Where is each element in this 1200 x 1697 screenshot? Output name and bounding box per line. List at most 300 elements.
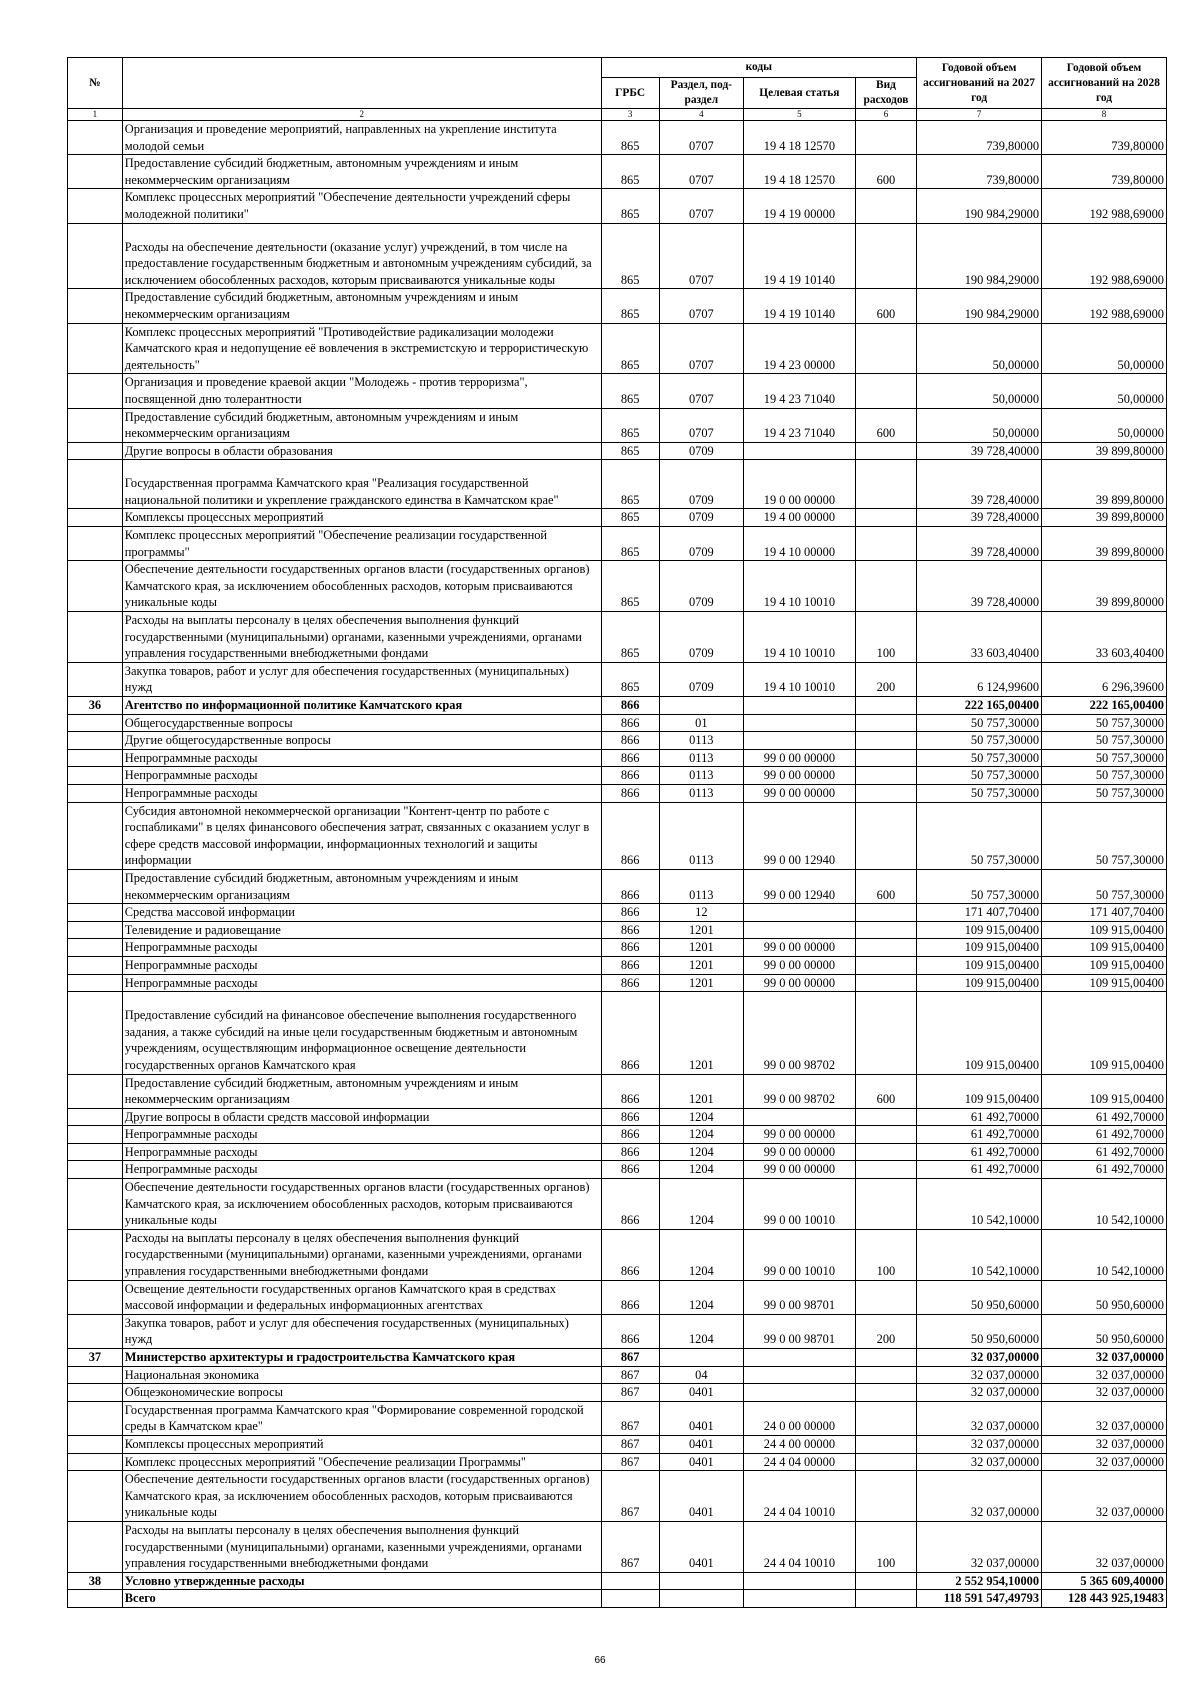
row-expense-type (855, 1143, 916, 1161)
row-grbs: 866 (601, 992, 659, 1074)
row-target: 19 4 19 10140 (744, 289, 856, 323)
row-number (68, 374, 123, 408)
row-expense-type (855, 992, 916, 1074)
table-row (68, 1074, 1167, 1108)
table-row (68, 1229, 1167, 1280)
row-section: 0707 (659, 374, 743, 408)
row-volume-2027: 32 037,00000 (917, 1384, 1042, 1402)
row-grbs: 866 (601, 749, 659, 767)
row-grbs: 866 (601, 1161, 659, 1179)
row-target: 99 0 00 98702 (744, 1074, 856, 1108)
row-volume-2028: 109 915,00400 (1042, 921, 1167, 939)
row-volume-2027: 61 492,70000 (917, 1126, 1042, 1144)
row-volume-2027: 39 728,40000 (917, 561, 1042, 612)
row-expense-type (855, 1349, 916, 1367)
row-number (68, 784, 123, 802)
table-row (68, 869, 1167, 903)
row-volume-2027: 39 728,40000 (917, 460, 1042, 509)
row-expense-type (855, 223, 916, 289)
header-name (122, 58, 601, 109)
row-section: 0707 (659, 155, 743, 189)
row-name: Предоставление субсидий бюджетным, автономным учреждениям и иным некоммерческим организациям (122, 155, 601, 189)
row-target: 19 4 18 12570 (744, 155, 856, 189)
table-row (68, 612, 1167, 663)
row-section: 1201 (659, 956, 743, 974)
row-grbs (601, 1590, 659, 1608)
row-volume-2028: 32 037,00000 (1042, 1453, 1167, 1471)
row-grbs: 866 (601, 802, 659, 869)
row-expense-type (855, 697, 916, 715)
row-number (68, 121, 123, 155)
row-volume-2028: 50,00000 (1042, 408, 1167, 442)
row-target (744, 1572, 856, 1590)
row-grbs: 866 (601, 974, 659, 992)
row-volume-2028: 50 950,60000 (1042, 1280, 1167, 1314)
row-number (68, 509, 123, 527)
row-volume-2027: 50 757,30000 (917, 784, 1042, 802)
row-grbs: 865 (601, 527, 659, 561)
row-volume-2027: 61 492,70000 (917, 1108, 1042, 1126)
row-grbs: 865 (601, 289, 659, 323)
row-volume-2027: 10 542,10000 (917, 1179, 1042, 1230)
row-volume-2027: 39 728,40000 (917, 509, 1042, 527)
row-name: Общеэкономические вопросы (122, 1384, 601, 1402)
header-volume-2028: Годовой объем ассигнований на 2028 год (1042, 58, 1167, 109)
row-target: 99 0 00 98701 (744, 1280, 856, 1314)
row-name: Непрограммные расходы (122, 784, 601, 802)
row-expense-type: 100 (855, 1229, 916, 1280)
row-grbs: 866 (601, 1179, 659, 1230)
row-grbs: 866 (601, 939, 659, 957)
table-row (68, 662, 1167, 696)
row-volume-2027: 109 915,00400 (917, 1074, 1042, 1108)
row-number (68, 921, 123, 939)
row-name: Непрограммные расходы (122, 974, 601, 992)
row-volume-2028: 50 757,30000 (1042, 802, 1167, 869)
row-number (68, 1521, 123, 1572)
row-volume-2028: 739,80000 (1042, 121, 1167, 155)
row-section: 1201 (659, 992, 743, 1074)
row-grbs: 865 (601, 561, 659, 612)
row-name: Освещение деятельности государственных органов Камчатского края в средствах массовой информации и федеральных информационных агентствах (122, 1280, 601, 1314)
row-expense-type (855, 1108, 916, 1126)
page-number: 66 (594, 1655, 606, 1666)
row-expense-type: 600 (855, 1074, 916, 1108)
row-volume-2027: 50,00000 (917, 323, 1042, 374)
row-volume-2028: 50 757,30000 (1042, 784, 1167, 802)
row-volume-2027: 50 757,30000 (917, 732, 1042, 750)
row-section: 0113 (659, 784, 743, 802)
row-name: Предоставление субсидий бюджетным, автономным учреждениям и иным некоммерческим организациям (122, 869, 601, 903)
table-row (68, 767, 1167, 785)
row-number (68, 869, 123, 903)
row-number (68, 612, 123, 663)
row-expense-type (855, 561, 916, 612)
table-row (68, 992, 1167, 1074)
row-expense-type: 100 (855, 612, 916, 663)
row-volume-2027: 33 603,40400 (917, 612, 1042, 663)
row-target: 19 4 10 10010 (744, 662, 856, 696)
row-volume-2028: 32 037,00000 (1042, 1401, 1167, 1435)
row-expense-type (855, 1471, 916, 1522)
row-target: 19 4 19 10140 (744, 223, 856, 289)
table-row (68, 289, 1167, 323)
table-row (68, 1435, 1167, 1453)
row-target: 99 0 00 00000 (744, 1143, 856, 1161)
row-number (68, 1453, 123, 1471)
row-volume-2028: 6 296,39600 (1042, 662, 1167, 696)
row-volume-2028: 61 492,70000 (1042, 1126, 1167, 1144)
row-section: 1201 (659, 921, 743, 939)
row-expense-type (855, 1126, 916, 1144)
row-grbs: 867 (601, 1401, 659, 1435)
row-expense-type (855, 784, 916, 802)
table-row (68, 1590, 1167, 1608)
row-volume-2028: 32 037,00000 (1042, 1366, 1167, 1384)
row-target: 19 4 00 00000 (744, 509, 856, 527)
table-row (68, 1179, 1167, 1230)
row-target: 19 0 00 00000 (744, 460, 856, 509)
row-name: Условно утвержденные расходы (122, 1572, 601, 1590)
row-number (68, 767, 123, 785)
row-section: 1201 (659, 1074, 743, 1108)
row-target: 24 4 04 10010 (744, 1521, 856, 1572)
row-volume-2027: 171 407,70400 (917, 904, 1042, 922)
row-volume-2027: 50 757,30000 (917, 714, 1042, 732)
row-number (68, 1366, 123, 1384)
table-row (68, 802, 1167, 869)
row-volume-2028: 33 603,40400 (1042, 612, 1167, 663)
row-section: 0401 (659, 1401, 743, 1435)
row-number (68, 1590, 123, 1608)
row-section: 0709 (659, 442, 743, 460)
row-section: 1204 (659, 1108, 743, 1126)
row-name: Непрограммные расходы (122, 767, 601, 785)
row-grbs: 865 (601, 612, 659, 663)
row-name: Комплексы процессных мероприятий (122, 1435, 601, 1453)
row-expense-type (855, 189, 916, 223)
row-volume-2027: 50,00000 (917, 408, 1042, 442)
table-row (68, 1471, 1167, 1522)
row-number (68, 974, 123, 992)
row-grbs: 866 (601, 904, 659, 922)
row-volume-2028: 32 037,00000 (1042, 1521, 1167, 1572)
row-grbs: 866 (601, 1126, 659, 1144)
row-target: 99 0 00 10010 (744, 1179, 856, 1230)
row-grbs: 866 (601, 1280, 659, 1314)
table-row (68, 1161, 1167, 1179)
row-expense-type (855, 1401, 916, 1435)
row-name: Комплекс процессных мероприятий "Обеспечение реализации Программы" (122, 1453, 601, 1471)
row-section: 0709 (659, 460, 743, 509)
row-grbs: 866 (601, 1314, 659, 1348)
row-expense-type (855, 974, 916, 992)
row-name: Расходы на выплаты персоналу в целях обеспечения выполнения функций государственными (муниципальными) органами, казенными учреждениями, органами управления государственными внебюджетными фондами (122, 612, 601, 663)
column-number: 6 (855, 109, 916, 121)
row-volume-2027: 118 591 547,49793 (917, 1590, 1042, 1608)
row-target (744, 697, 856, 715)
row-section: 0709 (659, 527, 743, 561)
table-row (68, 1453, 1167, 1471)
row-grbs: 867 (601, 1366, 659, 1384)
row-volume-2027: 50 950,60000 (917, 1280, 1042, 1314)
row-target (744, 732, 856, 750)
column-number: 5 (744, 109, 856, 121)
table-row (68, 189, 1167, 223)
row-grbs: 866 (601, 1229, 659, 1280)
row-target: 19 4 23 71040 (744, 408, 856, 442)
table-row (68, 921, 1167, 939)
row-section: 0707 (659, 223, 743, 289)
row-expense-type (855, 1590, 916, 1608)
row-section: 1204 (659, 1143, 743, 1161)
row-volume-2028: 50 757,30000 (1042, 749, 1167, 767)
row-number: 36 (68, 697, 123, 715)
table-row (68, 1280, 1167, 1314)
row-volume-2027: 109 915,00400 (917, 956, 1042, 974)
row-section: 0401 (659, 1521, 743, 1572)
row-section (659, 697, 743, 715)
row-target (744, 1108, 856, 1126)
row-name: Обеспечение деятельности государственных органов власти (государственных органов) Камчатского края, за исключением обособленных расходов, которым присваиваются уникальные коды (122, 561, 601, 612)
row-target (744, 904, 856, 922)
row-section: 0401 (659, 1384, 743, 1402)
row-name: Предоставление субсидий бюджетным, автономным учреждениям и иным некоммерческим организациям (122, 408, 601, 442)
row-name: Непрограммные расходы (122, 1161, 601, 1179)
row-volume-2027: 109 915,00400 (917, 921, 1042, 939)
row-section: 01 (659, 714, 743, 732)
row-number (68, 1401, 123, 1435)
row-number (68, 939, 123, 957)
row-name: Непрограммные расходы (122, 956, 601, 974)
row-section: 0113 (659, 802, 743, 869)
table-row (68, 155, 1167, 189)
row-name: Комплекс процессных мероприятий "Обеспечение реализации государственной программы" (122, 527, 601, 561)
row-name: Министерство архитектуры и градостроительства Камчатского края (122, 1349, 601, 1367)
header-target: Целевая статья (744, 78, 856, 109)
table-row (68, 749, 1167, 767)
row-expense-type (855, 939, 916, 957)
row-expense-type (855, 323, 916, 374)
row-expense-type (855, 1435, 916, 1453)
row-volume-2027: 39 728,40000 (917, 442, 1042, 460)
table-row (68, 121, 1167, 155)
row-grbs: 867 (601, 1349, 659, 1367)
row-number (68, 1229, 123, 1280)
row-expense-type (855, 956, 916, 974)
row-expense-type (855, 732, 916, 750)
table-row (68, 223, 1167, 289)
row-grbs: 866 (601, 869, 659, 903)
row-name: Закупка товаров, работ и услуг для обеспечения государственных (муниципальных) нужд (122, 662, 601, 696)
header-volume-2027: Годовой объем ассигнований на 2027 год (917, 58, 1042, 109)
row-volume-2028: 61 492,70000 (1042, 1143, 1167, 1161)
row-grbs: 865 (601, 442, 659, 460)
row-section: 0401 (659, 1435, 743, 1453)
row-volume-2027: 61 492,70000 (917, 1143, 1042, 1161)
row-volume-2027: 32 037,00000 (917, 1453, 1042, 1471)
row-grbs: 866 (601, 767, 659, 785)
row-volume-2028: 39 899,80000 (1042, 527, 1167, 561)
table-row (68, 323, 1167, 374)
table-row (68, 697, 1167, 715)
row-volume-2028: 39 899,80000 (1042, 460, 1167, 509)
row-volume-2027: 50,00000 (917, 374, 1042, 408)
row-number (68, 561, 123, 612)
row-expense-type (855, 527, 916, 561)
header-section: Раздел, под-раздел (659, 78, 743, 109)
row-volume-2028: 32 037,00000 (1042, 1384, 1167, 1402)
row-volume-2027: 50 757,30000 (917, 802, 1042, 869)
row-expense-type (855, 442, 916, 460)
row-expense-type (855, 921, 916, 939)
row-volume-2028: 109 915,00400 (1042, 1074, 1167, 1108)
row-name: Другие вопросы в области образования (122, 442, 601, 460)
row-grbs: 866 (601, 1143, 659, 1161)
row-target: 99 0 00 00000 (744, 1126, 856, 1144)
row-number (68, 802, 123, 869)
table-row (68, 1349, 1167, 1367)
row-target: 99 0 00 10010 (744, 1229, 856, 1280)
row-target: 99 0 00 00000 (744, 939, 856, 957)
table-row (68, 1572, 1167, 1590)
row-target (744, 1384, 856, 1402)
row-volume-2027: 32 037,00000 (917, 1366, 1042, 1384)
row-name: Предоставление субсидий бюджетным, автономным учреждениям и иным некоммерческим организациям (122, 289, 601, 323)
table-row (68, 784, 1167, 802)
row-expense-type (855, 1453, 916, 1471)
row-volume-2028: 739,80000 (1042, 155, 1167, 189)
row-name: Непрограммные расходы (122, 1143, 601, 1161)
row-number (68, 1471, 123, 1522)
row-volume-2027: 61 492,70000 (917, 1161, 1042, 1179)
row-volume-2028: 39 899,80000 (1042, 442, 1167, 460)
table-row (68, 408, 1167, 442)
row-name: Обеспечение деятельности государственных органов власти (государственных органов) Камчатского края, за исключением обособленных расходов, которым присваиваются уникальные коды (122, 1471, 601, 1522)
row-expense-type (855, 767, 916, 785)
row-grbs: 865 (601, 189, 659, 223)
row-grbs (601, 1572, 659, 1590)
row-number (68, 289, 123, 323)
row-volume-2028: 192 988,69000 (1042, 189, 1167, 223)
row-name: Комплекс процессных мероприятий "Обеспечение деятельности учреждений сферы молодежной политики" (122, 189, 601, 223)
row-section: 1204 (659, 1126, 743, 1144)
row-volume-2028: 32 037,00000 (1042, 1349, 1167, 1367)
column-number: 3 (601, 109, 659, 121)
row-expense-type (855, 509, 916, 527)
row-section: 0707 (659, 189, 743, 223)
row-target: 24 4 04 10010 (744, 1471, 856, 1522)
row-expense-type: 600 (855, 408, 916, 442)
row-name: Предоставление субсидий бюджетным, автономным учреждениям и иным некоммерческим организациям (122, 1074, 601, 1108)
row-section (659, 1349, 743, 1367)
row-grbs: 865 (601, 374, 659, 408)
row-number (68, 1314, 123, 1348)
header-expense-type: Вид расходов (855, 78, 916, 109)
row-number (68, 1074, 123, 1108)
header-num: № (68, 58, 123, 109)
row-volume-2028: 5 365 609,40000 (1042, 1572, 1167, 1590)
row-target: 24 0 00 00000 (744, 1401, 856, 1435)
row-name: Другие общегосударственные вопросы (122, 732, 601, 750)
table-row (68, 1366, 1167, 1384)
row-name: Закупка товаров, работ и услуг для обеспечения государственных (муниципальных) нужд (122, 1314, 601, 1348)
row-name: Непрограммные расходы (122, 1126, 601, 1144)
row-volume-2028: 10 542,10000 (1042, 1179, 1167, 1230)
row-section: 04 (659, 1366, 743, 1384)
row-section: 0709 (659, 612, 743, 663)
row-number (68, 1108, 123, 1126)
row-section: 1204 (659, 1280, 743, 1314)
table-row (68, 974, 1167, 992)
row-name: Агентство по информационной политике Камчатского края (122, 697, 601, 715)
row-target: 99 0 00 00000 (744, 956, 856, 974)
row-grbs: 866 (601, 732, 659, 750)
row-volume-2028: 50 950,60000 (1042, 1314, 1167, 1348)
table-row (68, 939, 1167, 957)
row-target (744, 1366, 856, 1384)
row-expense-type (855, 904, 916, 922)
row-grbs: 867 (601, 1384, 659, 1402)
table-row (68, 561, 1167, 612)
row-volume-2028: 39 899,80000 (1042, 509, 1167, 527)
row-volume-2028: 109 915,00400 (1042, 974, 1167, 992)
row-volume-2028: 222 165,00400 (1042, 697, 1167, 715)
row-number (68, 749, 123, 767)
row-expense-type (855, 802, 916, 869)
row-volume-2027: 109 915,00400 (917, 974, 1042, 992)
row-section: 1204 (659, 1179, 743, 1230)
row-grbs: 867 (601, 1471, 659, 1522)
row-volume-2028: 39 899,80000 (1042, 561, 1167, 612)
row-target: 99 0 00 00000 (744, 1161, 856, 1179)
row-section: 1204 (659, 1161, 743, 1179)
row-name: Комплекс процессных мероприятий "Противодействие радикализации молодежи Камчатского края и недопущение её вовлечения в экстремистскую и террористическую деятельность" (122, 323, 601, 374)
budget-table-container (67, 57, 1167, 1608)
row-section: 1201 (659, 974, 743, 992)
row-number (68, 1126, 123, 1144)
table-row (68, 527, 1167, 561)
row-volume-2028: 10 542,10000 (1042, 1229, 1167, 1280)
row-name: Государственная программа Камчатского края "Формирование современной городской среды в Камчатском крае" (122, 1401, 601, 1435)
row-volume-2027: 10 542,10000 (917, 1229, 1042, 1280)
row-section: 0707 (659, 289, 743, 323)
row-section: 0707 (659, 121, 743, 155)
row-section (659, 1590, 743, 1608)
row-volume-2028: 109 915,00400 (1042, 956, 1167, 974)
row-number (68, 442, 123, 460)
row-volume-2028: 50 757,30000 (1042, 732, 1167, 750)
row-grbs: 866 (601, 1108, 659, 1126)
row-number (68, 1384, 123, 1402)
table-row (68, 1143, 1167, 1161)
row-target (744, 714, 856, 732)
row-name: Расходы на выплаты персоналу в целях обеспечения выполнения функций государственными (муниципальными) органами, казенными учреждениями, органами управления государственными внебюджетными фондами (122, 1521, 601, 1572)
row-number (68, 189, 123, 223)
row-grbs: 866 (601, 956, 659, 974)
column-number: 2 (122, 109, 601, 121)
row-target: 19 4 19 00000 (744, 189, 856, 223)
row-grbs: 867 (601, 1435, 659, 1453)
table-row (68, 1108, 1167, 1126)
row-name: Предоставление субсидий на финансовое обеспечение выполнения государственного задания, а также субсидий на иные цели государственным бюджетным и автономным учреждениям, осуществляющим информационное освещение деятельности государственных органов Камчатского края (122, 992, 601, 1074)
row-grbs: 867 (601, 1453, 659, 1471)
row-target: 99 0 00 00000 (744, 749, 856, 767)
row-grbs: 865 (601, 323, 659, 374)
row-section: 0709 (659, 509, 743, 527)
row-volume-2028: 192 988,69000 (1042, 223, 1167, 289)
table-row (68, 509, 1167, 527)
